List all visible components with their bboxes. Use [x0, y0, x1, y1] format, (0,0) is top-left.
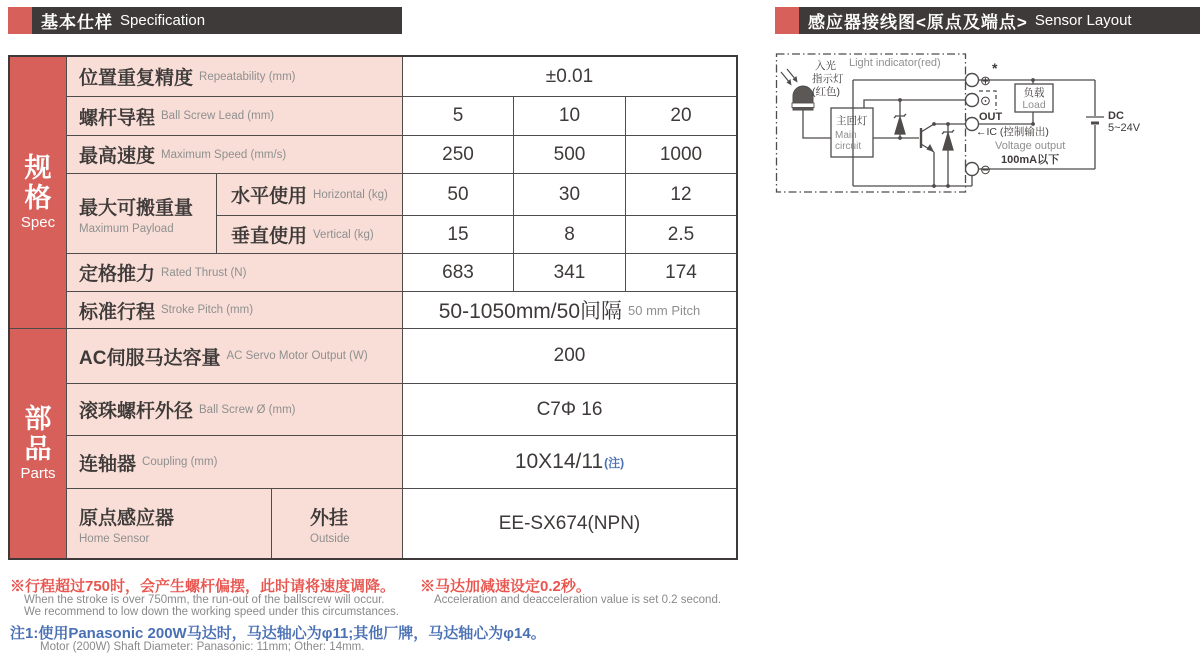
sidebar-spec-char2: 格: [24, 183, 52, 214]
value-horizontal-3: 12: [626, 174, 736, 215]
terminal-mid-symbol: ⊙: [980, 93, 991, 108]
row-label-sensor-outside: 外挂 Outside: [272, 489, 402, 558]
header-bar: [32, 7, 402, 34]
row-label-payload-horizontal: 水平使用 Horizontal (kg): [217, 174, 402, 215]
sidebar-parts: [10, 329, 66, 558]
value-thrust-2: 341: [514, 254, 625, 291]
row-label-lead: 螺杆导程 Ball Screw Lead (mm): [67, 97, 402, 135]
terminal-plus: [966, 74, 979, 87]
note-motor-shaft-zh: 注1:使用Panasonic 200W马达时，马达轴心为φ11;其他厂牌，马达轴心为φ14。: [10, 625, 546, 642]
main-circuit-label-en1: Main: [835, 130, 857, 141]
main-circuit-label-en2: circuit: [835, 141, 862, 152]
sensor-boundary-box: [777, 54, 966, 192]
value-home-sensor: EE-SX674(NPN): [403, 489, 736, 558]
value-screw: C7Φ 16: [403, 384, 736, 435]
row-label-payload: 最大可搬重量 Maximum Payload: [67, 174, 216, 253]
note-acceleration-en: Acceleration and deacceleration value is set 0.2 second.: [434, 594, 722, 606]
sidebar-spec: [10, 57, 66, 328]
header-title-zh: 感应器接线图<原点及端点>: [808, 13, 1028, 32]
row-label-screw: 滚珠螺杆外径 Ball Screw Ø (mm): [67, 384, 402, 435]
header-title-en: Specification: [120, 12, 206, 29]
section-header-sensor-layout: [775, 7, 1200, 34]
sidebar-parts-en: Parts: [20, 465, 56, 483]
row-label-payload-vertical: 垂直使用 Vertical (kg): [217, 216, 402, 253]
led-label-3: (红色): [812, 86, 840, 98]
value-coupling: 10X14/11 (注): [403, 436, 736, 488]
row-label-motor: AC伺服马达容量 AC Servo Motor Output (W): [67, 329, 402, 383]
led-indicator-icon: [792, 86, 814, 110]
specification-table: [8, 55, 738, 560]
sidebar-parts-char2: 品: [24, 434, 52, 465]
sidebar-parts-char1: 部: [24, 403, 52, 434]
value-horizontal-1: 50: [403, 174, 513, 215]
sidebar-spec-en: Spec: [20, 214, 56, 232]
value-vertical-1: 15: [403, 216, 513, 253]
dc-label: DC: [1108, 110, 1124, 122]
out-label: OUT: [979, 111, 1003, 123]
value-speed-2: 500: [514, 136, 625, 173]
row-label-repeatability: 位置重复精度 Repeatability (mm): [67, 57, 402, 96]
value-thrust-1: 683: [403, 254, 513, 291]
sidebar-spec-char1: 规: [24, 152, 52, 183]
header-accent-square: [775, 7, 799, 34]
load-label-zh: 负载: [1023, 87, 1045, 99]
value-vertical-2: 8: [514, 216, 625, 253]
main-circuit-label-zh: 主回灯: [836, 115, 868, 127]
value-motor: 200: [403, 329, 736, 383]
sensor-wiring-diagram: [775, 46, 1200, 201]
load-label-en: Load: [1022, 99, 1046, 111]
row-label-speed: 最高速度 Maximum Speed (mm/s): [67, 136, 402, 173]
row-label-home-sensor: 原点感应器 Home Sensor: [67, 489, 271, 558]
terminal-mid: [966, 94, 979, 107]
value-repeatability: ±0.01: [403, 57, 736, 96]
row-label-stroke: 标准行程 Stroke Pitch (mm): [67, 292, 402, 328]
value-lead-3: 20: [626, 97, 736, 135]
note-stroke-warning-en2: We recommend to low down the working speed under this circumstances.: [24, 606, 399, 618]
header-accent-square: [8, 7, 32, 34]
zener-diode-2: [943, 133, 953, 150]
ic-output-label: ←IC (控制输出): [976, 126, 1049, 138]
row-label-thrust: 定格推力 Rated Thrust (N): [67, 254, 402, 291]
zener-diode-1: [895, 117, 905, 134]
coupling-note-ref: (注): [604, 455, 625, 470]
led-label-1: 入光: [815, 60, 836, 72]
terminal-minus-symbol: ⊖: [980, 162, 991, 177]
value-thrust-3: 174: [626, 254, 736, 291]
current-limit-label: 100mA以下: [1001, 154, 1060, 166]
section-header-specification: [8, 7, 402, 34]
value-lead-2: 10: [514, 97, 625, 135]
value-vertical-3: 2.5: [626, 216, 736, 253]
terminal-minus: [966, 163, 979, 176]
terminal-plus-symbol: ⊕: [980, 73, 991, 88]
header-title-en: Sensor Layout: [1034, 12, 1132, 29]
row-label-coupling: 连轴器 Coupling (mm): [67, 436, 402, 488]
note-acceleration-zh: ※马达加减速设定0.2秒。: [420, 578, 591, 595]
header-bar: [799, 7, 1200, 34]
value-lead-1: 5: [403, 97, 513, 135]
voltage-output-label: Voltage output: [995, 140, 1066, 152]
value-horizontal-2: 30: [514, 174, 625, 215]
value-stroke: 50-1050mm/50间隔 50 mm Pitch: [403, 292, 736, 328]
dc-voltage-label: 5~24V: [1108, 122, 1141, 134]
note-stroke-warning-zh: ※行程超过750时，会产生螺杆偏摆，此时请将速度调降。: [10, 578, 396, 595]
led-label-2: 指示灯: [812, 73, 844, 85]
value-speed-1: 250: [403, 136, 513, 173]
note-stroke-warning-en1: When the stroke is over 750mm, the run-out of the ballscrew will occur.: [24, 594, 385, 606]
asterisk: *: [992, 60, 998, 76]
note-motor-shaft-en: Motor (200W) Shaft Diameter: Panasonic: 11mm; Other: 14mm.: [40, 641, 365, 653]
header-title-zh: 基本仕样: [41, 13, 113, 32]
value-speed-3: 1000: [626, 136, 736, 173]
light-indicator-label: Light indicator(red): [849, 57, 941, 69]
